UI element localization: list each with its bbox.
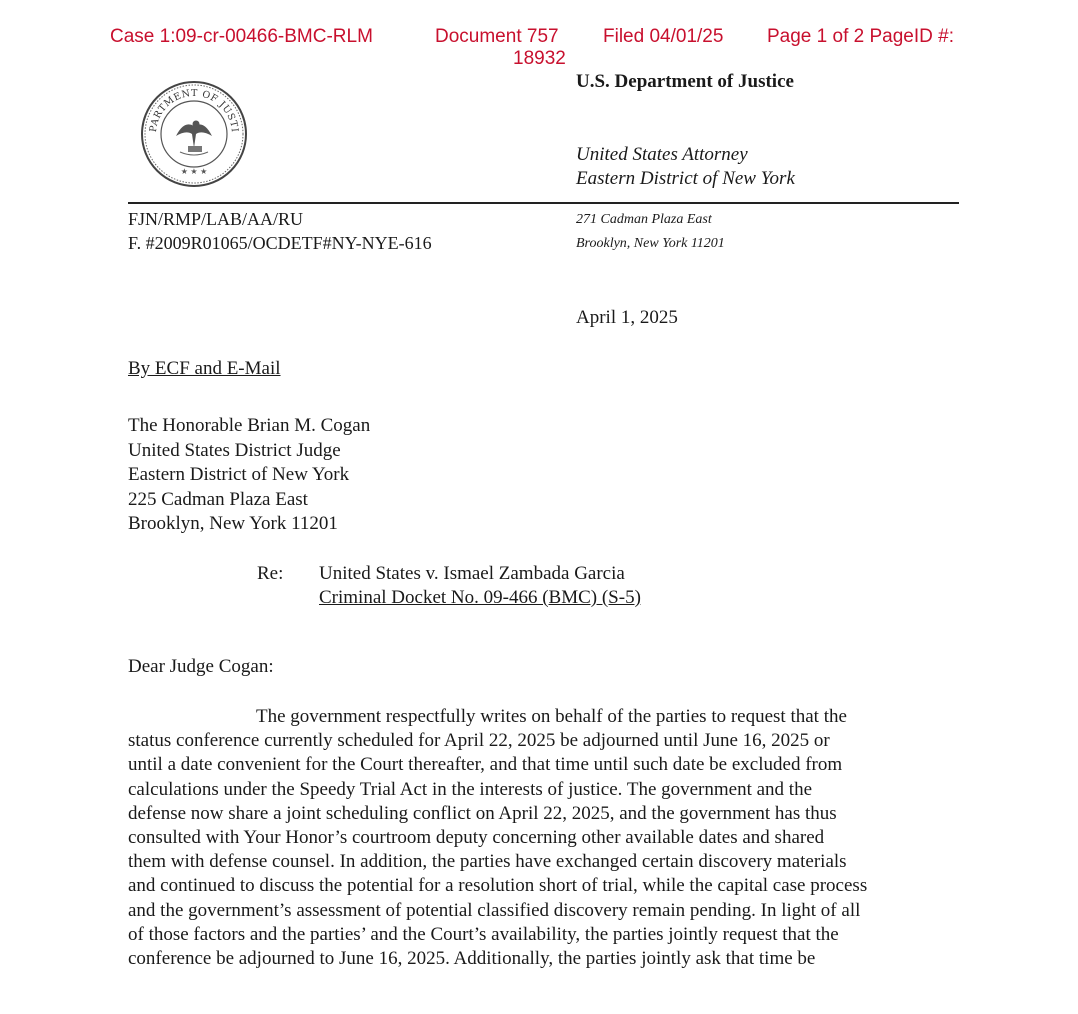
doj-seal-icon [140,80,248,193]
addressee-line: 225 Cadman Plaza East [128,488,308,510]
addressee-line: United States District Judge [128,439,341,461]
office-line-1: United States Attorney [576,144,748,165]
body-line: them with defense counsel. In addition, the parties have exchanged certain discovery materials [128,851,847,873]
stamp-document-number: Document 757 [435,26,559,47]
body-line: The government respectfully writes on behalf of the parties to request that the [256,706,847,727]
body-line: until a date convenient for the Court thereafter, and that time until such date be excluded from [128,754,843,776]
stamp-filed-date: Filed 04/01/25 [603,26,724,47]
svg-text:DEPARTMENT OF JUSTICE: PARTMENT OF JUSTI [147,87,241,133]
body-line: of those factors and the parties’ and the Court’s availability, the parties jointly request that the [128,923,839,945]
address-line-1: 271 Cadman Plaza East [576,212,712,227]
re-caption: United States v. Ismael Zambada Garcia [319,563,625,584]
body-line: conference be adjourned to June 16, 2025. Additionally, the parties jointly ask that time be [128,948,816,970]
body-line: status conference currently scheduled for April 22, 2025 be adjourned until June 16, 2025 or [128,730,830,752]
svg-text:★ ★ ★: ★ ★ ★ [180,167,208,176]
body-line: and the government’s assessment of potential classified discovery remain pending. In light of all [128,899,861,921]
body-line: and continued to discuss the potential for a resolution short of trial, while the capital case process [128,875,868,897]
stamp-page-info: Page 1 of 2 PageID #: [767,26,954,47]
letter-date: April 1, 2025 [576,307,678,328]
body-paragraph [128,705,867,971]
body-line: calculations under the Speedy Trial Act in the interests of justice. The government and the [128,778,813,800]
address-line-2: Brooklyn, New York 11201 [576,236,725,251]
addressee-line: Brooklyn, New York 11201 [128,513,338,534]
addressee-line: Eastern District of New York [128,464,350,485]
reference-file-number: F. #2009R01065/OCDETF#NY-NYE-616 [128,233,432,253]
addressee-line: The Honorable Brian M. Cogan [128,415,371,436]
re-docket: Criminal Docket No. 09-466 (BMC) (S-5) [319,587,641,608]
body-line: defense now share a joint scheduling conflict on April 22, 2025, and the government has thus [128,802,837,824]
delivery-method: By ECF and E-Mail [128,358,281,379]
reference-initials: FJN/RMP/LAB/AA/RU [128,209,304,229]
department-title: U.S. Department of Justice [576,71,794,92]
letterhead-rule [128,202,959,204]
stamp-pageid-number: 18932 [513,48,566,69]
addressee-block [128,414,370,537]
salutation: Dear Judge Cogan: [128,656,274,677]
body-line: consulted with Your Honor’s courtroom deputy concerning other available dates and shared [128,827,825,849]
stamp-case-number: Case 1:09-cr-00466-BMC-RLM [110,26,373,47]
re-label: Re: [257,563,284,584]
office-line-2: Eastern District of New York [576,168,795,189]
